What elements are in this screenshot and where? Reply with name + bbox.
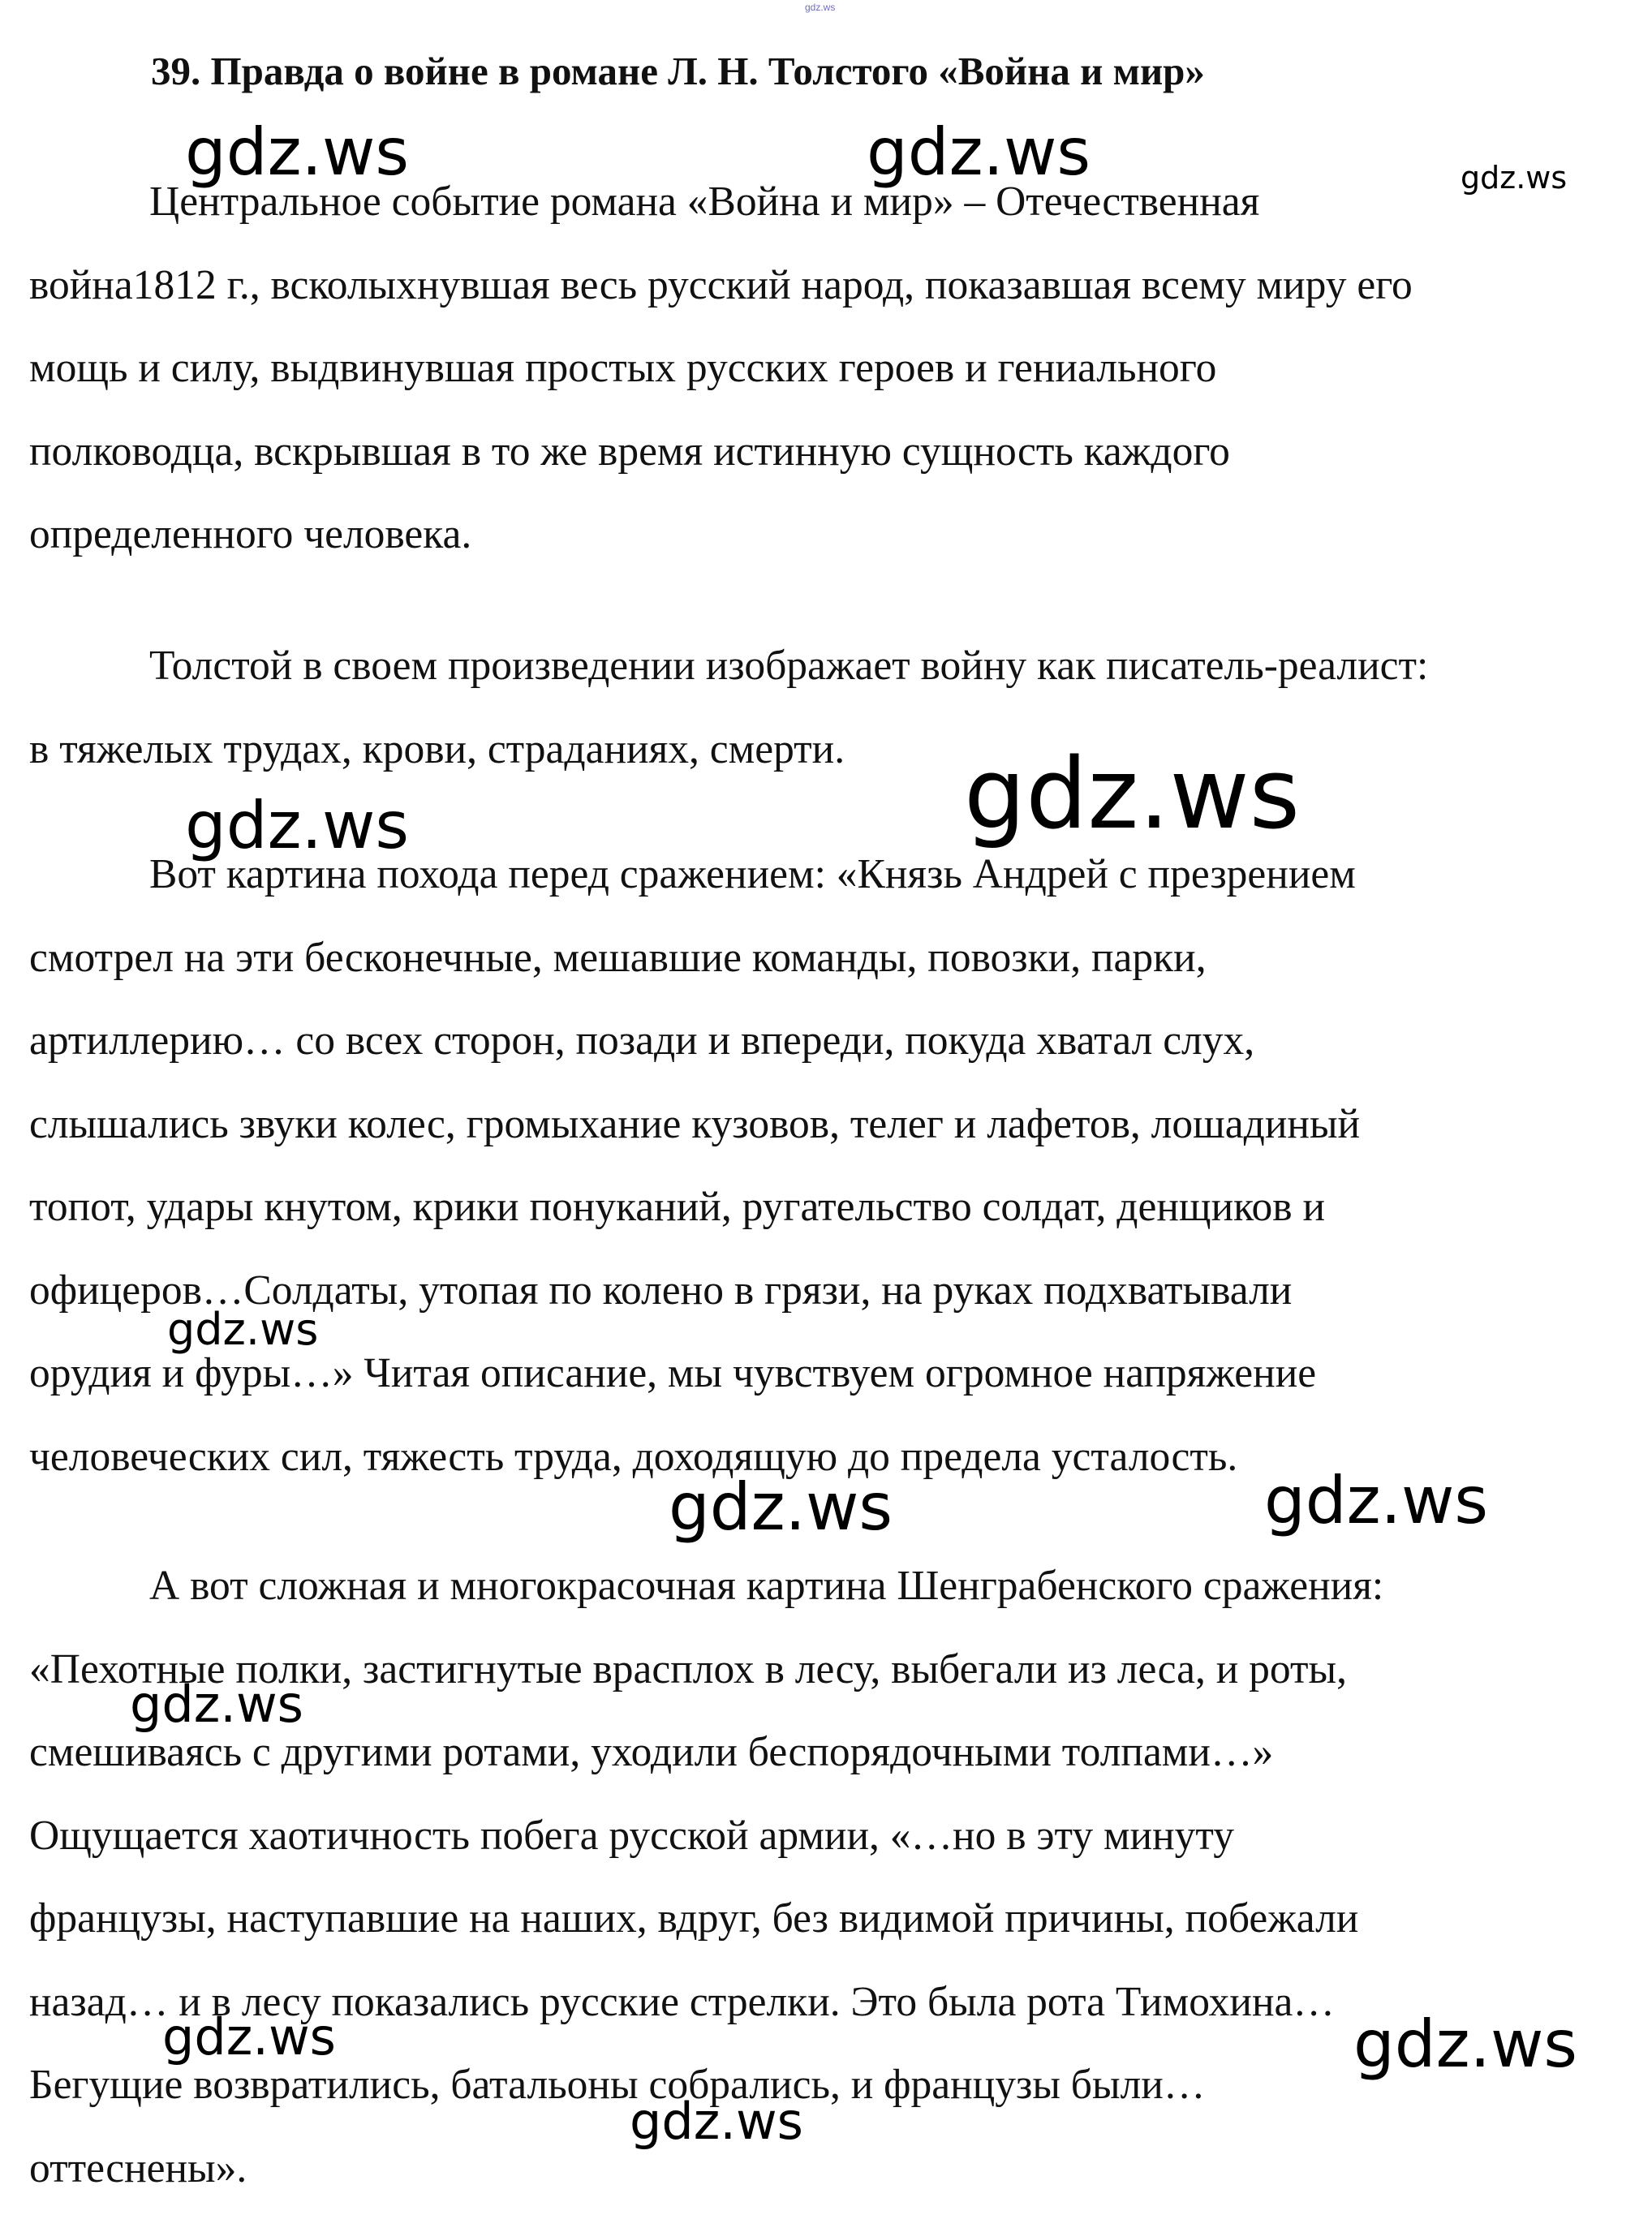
text-line: мощь и силу, выдвинувшая простых русских героев и гениального <box>29 345 1217 391</box>
text-line: французы, наступавшие на наших, вдруг, без видимой причины, побежали <box>29 1895 1359 1942</box>
page-title: 39. Правда о войне в романе Л. Н. Толстого «Война и мир» <box>151 49 1205 93</box>
watermark: gdz.ws <box>630 2092 803 2151</box>
paragraph-realism <box>29 625 1636 791</box>
text-line: оттеснены». <box>29 2144 247 2191</box>
text-line: определенного человека. <box>29 511 472 557</box>
text-line: война1812 г., всколыхнувшая весь русский народ, показавшая всему миру его <box>29 261 1413 308</box>
watermark: gdz.ws <box>669 1469 893 1545</box>
text-line: Толстой в своем произведении изображает войну как писатель-реалист: <box>149 643 1429 689</box>
text-line: орудия и фуры…» Читая описание, мы чувствуем огромное напряжение <box>29 1350 1317 1396</box>
text-line: А вот сложная и многокрасочная картина Шенграбенского сражения: <box>149 1563 1384 1609</box>
text-line: офицеров…Солдаты, утопая по колено в грязи, на руках подхватывали <box>29 1267 1293 1314</box>
watermark: gdz.ws <box>130 1675 303 1734</box>
watermark: gdz.ws <box>162 2007 336 2067</box>
paragraph-battle <box>29 1545 1636 2210</box>
text-line: Бегущие возвратились, батальоны собрались, и французы были… <box>29 2062 1206 2108</box>
watermark: gdz.ws <box>185 788 410 863</box>
watermark: gdz.ws <box>167 1304 319 1355</box>
watermark: gdz.ws <box>185 114 410 190</box>
text-line: артиллерию… со всех сторон, позади и впереди, покуда хватал слух, <box>29 1017 1255 1064</box>
paragraph-march <box>29 833 1636 1499</box>
watermark: gdz.ws <box>1264 1463 1489 1538</box>
text-line: топот, удары кнутом, крики понуканий, ругательство солдат, денщиков и <box>29 1184 1326 1230</box>
watermark: gdz.ws <box>964 738 1301 851</box>
watermark: gdz.ws <box>1353 2006 1578 2082</box>
top-watermark: gdz.ws <box>805 2 836 13</box>
text-line: «Пехотные полки, застигнутые врасплох в лесу, выбегали из леса, и роты, <box>29 1645 1347 1692</box>
text-line: человеческих сил, тяжесть труда, доходящую до предела усталость. <box>29 1433 1238 1480</box>
text-line: смешиваясь с другими ротами, уходили беспорядочными толпами…» <box>29 1729 1274 1775</box>
text-line: слышались звуки колес, громыхание кузовов, телег и лафетов, лошадиный <box>29 1100 1361 1147</box>
text-line: Центральное событие романа «Война и мир» – Отечественная <box>149 178 1260 225</box>
text-line: смотрел на эти бесконечные, мешавшие команды, повозки, парки, <box>29 934 1207 981</box>
text-line: в тяжелых трудах, крови, страданиях, смерти. <box>29 725 845 772</box>
text-line: полководца, вскрывшая в то же время истинную сущность каждого <box>29 428 1230 475</box>
watermark: gdz.ws <box>1461 160 1568 196</box>
watermark: gdz.ws <box>867 114 1091 190</box>
text-line: назад… и в лесу показались русские стрелки. Это была рота Тимохина… <box>29 1978 1335 2025</box>
paragraph-intro <box>29 161 1636 577</box>
text-line: Ощущается хаотичность побега русской армии, «…но в эту минуту <box>29 1812 1235 1859</box>
text-line: Вот картина похода перед сражением: «Князь Андрей с презрением <box>149 851 1356 897</box>
